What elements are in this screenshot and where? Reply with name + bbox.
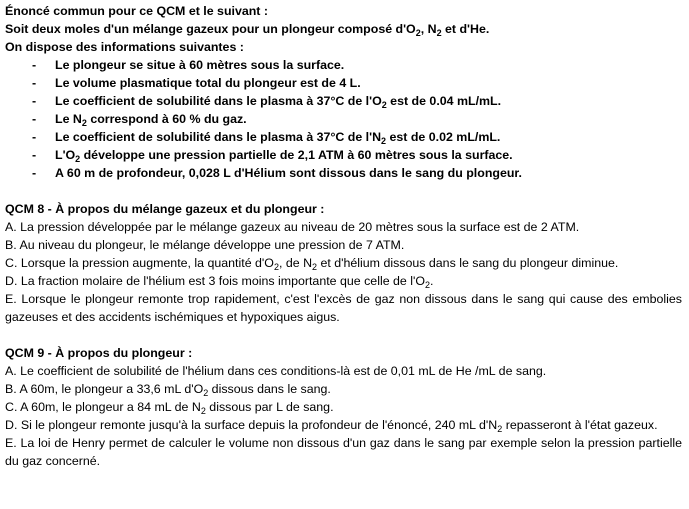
intro-info-heading: On dispose des informations suivantes : [5,40,244,54]
qcm9-option-d: D. Si le plongeur remonte jusqu'à la surface depuis la profondeur de l'énoncé, 240 mL $d'N_2$ repasseront à l'état gazeux. [5,418,658,434]
fact-item: - Le $N_2$ correspond à 60 % du gaz. [32,112,247,128]
qcm8-title: QCM 8 - À propos du mélange gazeux et du plongeur : [5,202,325,216]
qcm8-option-d: D. La fraction molaire de l'hélium est 3 fois moins importante que celle de $l'O_2$. [5,274,434,290]
intro-title: Énoncé commun pour ce QCM et le suivant : [5,4,268,18]
intro-mixture: Soit deux moles d'un mélange gazeux pour un plongeur composé $d'O_2$, $N_2$ et d'He. [5,22,490,38]
qcm8-option-c: C. Lorsque la pression augmente, la quantité $d'O_2$, de $N_2$ et d'hélium dissous dans le sang du plongeur diminue. [5,256,619,272]
qcm8-option-b: B. Au niveau du plongeur, le mélange développe une pression de 7 ATM. [5,238,405,252]
spacer [5,182,682,200]
qcm9-option-b: B. A 60m, le plongeur a 33,6 mL $d'O_2$ dissous dans le sang. [5,382,331,398]
facts-list [5,56,682,182]
fact-item: - Le coefficient de solubilité dans le plasma à 37°C de $l'O_2$ est de 0.04 mL/mL. [32,94,502,110]
qcm9-option-c: C. A 60m, le plongeur a 84 mL de $N_2$ dissous par L de sang. [5,400,334,416]
fact-item: - Le volume plasmatique total du plongeur est de 4 L. [32,76,361,90]
fact-item: - $L'O_2$ développe une pression partielle de 2,1 ATM à 60 mètres sous la surface. [32,148,513,164]
qcm8-option-e: E. Lorsque le plongeur remonte trop rapidement, c'est l'excès de gaz non dissous dans le sang qui cause des embolies gazeuses et des accidents ischémiques et hypoxiques aigus. [5,292,682,324]
qcm8-option-a: A. La pression développée par le mélange gazeux au niveau de 20 mètres sous la surface est de 2 ATM. [5,220,580,234]
fact-item: - Le coefficient de solubilité dans le plasma à 37°C de $l'N_2$ est de 0.02 mL/mL. [32,130,501,146]
fact-item: - Le plongeur se situe à 60 mètres sous la surface. [32,58,345,72]
qcm9-option-a: A. Le coefficient de solubilité de l'hélium dans ces conditions-là est de 0,01 mL de He /mL de sang. [5,364,547,378]
fact-item: - A 60 m de profondeur, 0,028 L d'Hélium sont dissous dans le sang du plongeur. [32,166,522,180]
qcm9-title: QCM 9 - À propos du plongeur : [5,346,193,360]
qcm9-option-e: E. La loi de Henry permet de calculer le volume non dissous d'un gaz dans le sang par exemple selon la pression partielle du gaz concerné. [5,436,682,468]
spacer [5,326,682,344]
